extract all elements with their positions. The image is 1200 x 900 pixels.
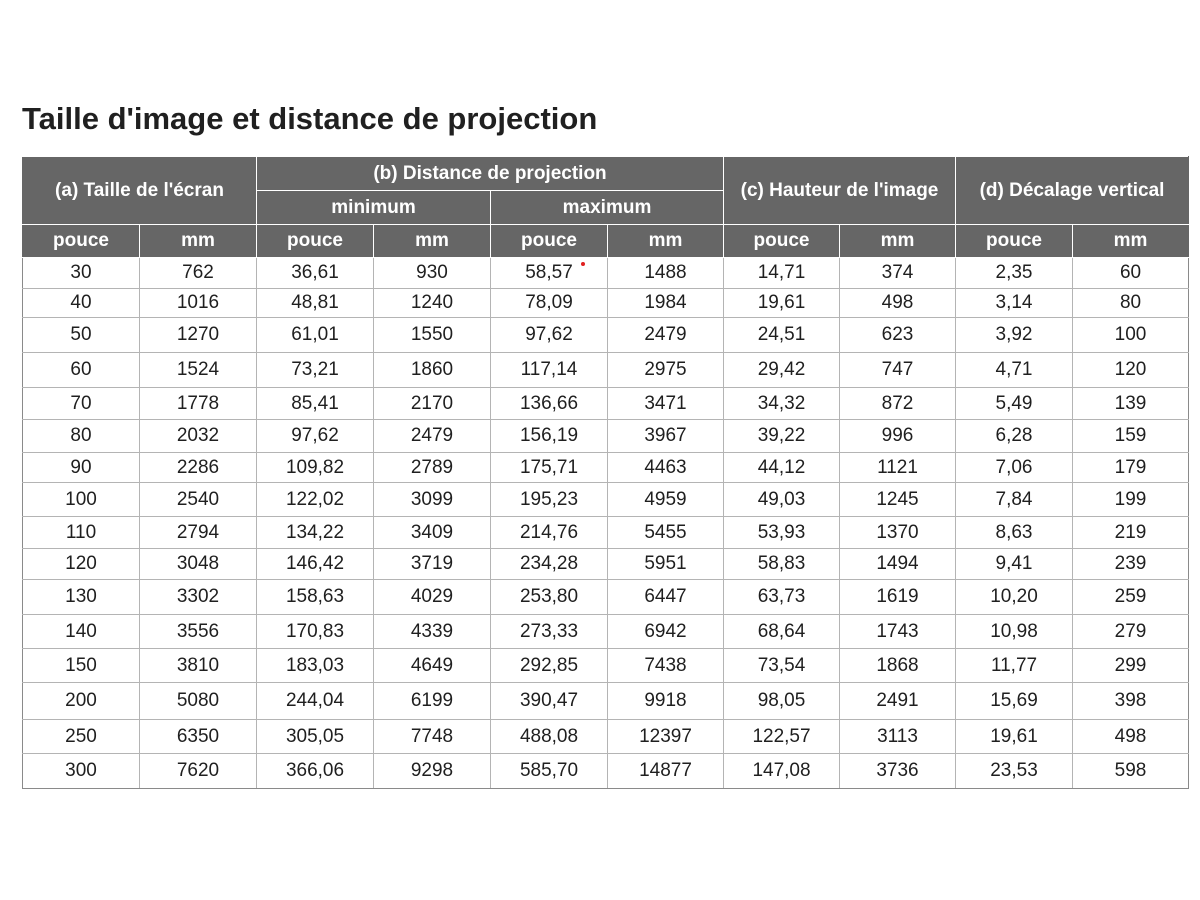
table-row xyxy=(23,649,1189,683)
table-cell: 90 xyxy=(23,453,140,483)
table-cell: 3471 xyxy=(608,388,724,420)
table-cell: 170,83 xyxy=(257,615,374,649)
table-cell: 872 xyxy=(840,388,956,420)
table-cell: 9,41 xyxy=(956,549,1073,580)
table-cell: 97,62 xyxy=(257,420,374,453)
table-cell: 122,02 xyxy=(257,483,374,517)
table-cell: 39,22 xyxy=(724,420,840,453)
table-cell: 1860 xyxy=(374,353,491,388)
table-row xyxy=(23,683,1189,720)
table-cell: 1524 xyxy=(140,353,257,388)
table-cell: 29,42 xyxy=(724,353,840,388)
table-cell: 199 xyxy=(1073,483,1189,517)
table-cell: 48,81 xyxy=(257,289,374,318)
table-cell: 3302 xyxy=(140,580,257,615)
table-cell: 244,04 xyxy=(257,683,374,720)
projection-table xyxy=(22,156,1189,789)
table-cell: 6350 xyxy=(140,720,257,754)
table-cell: 1270 xyxy=(140,318,257,353)
table-cell: 292,85 xyxy=(491,649,608,683)
table-cell: 366,06 xyxy=(257,754,374,789)
table-cell: 97,62 xyxy=(491,318,608,353)
table-cell: 80 xyxy=(1073,289,1189,318)
unit-header-inch: pouce xyxy=(491,225,608,258)
table-row xyxy=(23,720,1189,754)
table-cell: 3,92 xyxy=(956,318,1073,353)
table-cell: 2794 xyxy=(140,517,257,549)
table-cell: 63,73 xyxy=(724,580,840,615)
table-cell: 1778 xyxy=(140,388,257,420)
table-row xyxy=(23,388,1189,420)
table-cell: 12397 xyxy=(608,720,724,754)
table-row xyxy=(23,353,1189,388)
table-cell: 3,14 xyxy=(956,289,1073,318)
table-cell: 1868 xyxy=(840,649,956,683)
table-cell: 122,57 xyxy=(724,720,840,754)
table-row xyxy=(23,580,1189,615)
table-row xyxy=(23,549,1189,580)
table-cell: 58,83 xyxy=(724,549,840,580)
table-row xyxy=(23,258,1189,289)
table-cell: 398 xyxy=(1073,683,1189,720)
table-cell: 3967 xyxy=(608,420,724,453)
table-cell: 195,23 xyxy=(491,483,608,517)
table-cell: 762 xyxy=(140,258,257,289)
table-cell: 159 xyxy=(1073,420,1189,453)
table-cell: 4029 xyxy=(374,580,491,615)
table-cell: 2032 xyxy=(140,420,257,453)
table-cell: 1488 xyxy=(608,258,724,289)
table-cell: 8,63 xyxy=(956,517,1073,549)
table-cell: 183,03 xyxy=(257,649,374,683)
table-cell: 78,09 xyxy=(491,289,608,318)
table-cell: 2286 xyxy=(140,453,257,483)
table-cell: 488,08 xyxy=(491,720,608,754)
header-minimum: minimum xyxy=(257,191,491,225)
unit-header-mm: mm xyxy=(840,225,956,258)
table-cell: 2540 xyxy=(140,483,257,517)
table-cell: 250 xyxy=(23,720,140,754)
page-title: Taille d'image et distance de projection xyxy=(22,101,598,136)
header-image-height: (c) Hauteur de l'image xyxy=(724,157,956,225)
table-cell: 200 xyxy=(23,683,140,720)
table-row xyxy=(23,615,1189,649)
table-cell: 73,21 xyxy=(257,353,374,388)
unit-header-mm: mm xyxy=(374,225,491,258)
table-cell: 15,69 xyxy=(956,683,1073,720)
table-cell: 2975 xyxy=(608,353,724,388)
unit-header-mm: mm xyxy=(1073,225,1189,258)
table-cell: 130 xyxy=(23,580,140,615)
table-cell: 60 xyxy=(23,353,140,388)
table-cell: 930 xyxy=(374,258,491,289)
table-cell: 5455 xyxy=(608,517,724,549)
table-cell: 6,28 xyxy=(956,420,1073,453)
table-cell: 3736 xyxy=(840,754,956,789)
table-cell: 60 xyxy=(1073,258,1189,289)
table-cell: 7748 xyxy=(374,720,491,754)
unit-header-inch: pouce xyxy=(257,225,374,258)
table-cell: 100 xyxy=(1073,318,1189,353)
table-cell: 3556 xyxy=(140,615,257,649)
table-cell: 2479 xyxy=(374,420,491,453)
table-row xyxy=(23,754,1189,789)
table-cell: 7438 xyxy=(608,649,724,683)
table-cell: 1121 xyxy=(840,453,956,483)
table-cell: 34,32 xyxy=(724,388,840,420)
table-row xyxy=(23,483,1189,517)
table-cell: 139 xyxy=(1073,388,1189,420)
table-cell: 6447 xyxy=(608,580,724,615)
table-cell: 49,03 xyxy=(724,483,840,517)
table-cell: 68,64 xyxy=(724,615,840,649)
table-cell: 120 xyxy=(1073,353,1189,388)
unit-header-inch: pouce xyxy=(724,225,840,258)
table-row xyxy=(23,289,1189,318)
table-cell: 3048 xyxy=(140,549,257,580)
table-cell: 7,84 xyxy=(956,483,1073,517)
header-vertical-offset: (d) Décalage vertical xyxy=(956,157,1189,225)
table-cell: 1245 xyxy=(840,483,956,517)
unit-header-inch: pouce xyxy=(23,225,140,258)
table-cell: 2491 xyxy=(840,683,956,720)
table-cell: 5,49 xyxy=(956,388,1073,420)
table-cell: 24,51 xyxy=(724,318,840,353)
table-cell: 44,12 xyxy=(724,453,840,483)
table-cell: 498 xyxy=(1073,720,1189,754)
table-cell: 14877 xyxy=(608,754,724,789)
table-cell: 11,77 xyxy=(956,649,1073,683)
table-cell: 109,82 xyxy=(257,453,374,483)
table-cell: 3113 xyxy=(840,720,956,754)
table-cell: 40 xyxy=(23,289,140,318)
table-row xyxy=(23,453,1189,483)
table-cell: 305,05 xyxy=(257,720,374,754)
table-cell: 3810 xyxy=(140,649,257,683)
table-cell: 134,22 xyxy=(257,517,374,549)
table-cell: 150 xyxy=(23,649,140,683)
table-cell: 36,61 xyxy=(257,258,374,289)
table-cell: 70 xyxy=(23,388,140,420)
table-cell: 1619 xyxy=(840,580,956,615)
table-cell: 7,06 xyxy=(956,453,1073,483)
table-cell: 273,33 xyxy=(491,615,608,649)
table-cell: 279 xyxy=(1073,615,1189,649)
table-cell: 5080 xyxy=(140,683,257,720)
table-row xyxy=(23,318,1189,353)
table-cell: 80 xyxy=(23,420,140,453)
table-cell: 1550 xyxy=(374,318,491,353)
header-screen-size: (a) Taille de l'écran xyxy=(23,157,257,225)
table-cell: 1984 xyxy=(608,289,724,318)
table-cell: 4,71 xyxy=(956,353,1073,388)
table-cell: 996 xyxy=(840,420,956,453)
unit-header-inch: pouce xyxy=(956,225,1073,258)
table-cell: 747 xyxy=(840,353,956,388)
table-cell: 14,71 xyxy=(724,258,840,289)
table-cell: 23,53 xyxy=(956,754,1073,789)
table-cell: 58,57 xyxy=(491,258,608,289)
table-cell: 253,80 xyxy=(491,580,608,615)
table-cell: 4649 xyxy=(374,649,491,683)
unit-header-mm: mm xyxy=(140,225,257,258)
table-cell: 390,47 xyxy=(491,683,608,720)
table-cell: 4959 xyxy=(608,483,724,517)
table-cell: 2479 xyxy=(608,318,724,353)
table-cell: 110 xyxy=(23,517,140,549)
table-cell: 146,42 xyxy=(257,549,374,580)
table-cell: 19,61 xyxy=(956,720,1073,754)
table-cell: 2170 xyxy=(374,388,491,420)
table-cell: 158,63 xyxy=(257,580,374,615)
table-cell: 100 xyxy=(23,483,140,517)
table-cell: 19,61 xyxy=(724,289,840,318)
table-cell: 10,20 xyxy=(956,580,1073,615)
table-cell: 7620 xyxy=(140,754,257,789)
table-cell: 1743 xyxy=(840,615,956,649)
table-cell: 3409 xyxy=(374,517,491,549)
table-cell: 214,76 xyxy=(491,517,608,549)
table-cell: 147,08 xyxy=(724,754,840,789)
table-row xyxy=(23,517,1189,549)
table-cell: 1240 xyxy=(374,289,491,318)
table-cell: 156,19 xyxy=(491,420,608,453)
table-cell: 623 xyxy=(840,318,956,353)
table-cell: 6199 xyxy=(374,683,491,720)
table-row xyxy=(23,420,1189,453)
table-cell: 98,05 xyxy=(724,683,840,720)
table-cell: 259 xyxy=(1073,580,1189,615)
table-cell: 4339 xyxy=(374,615,491,649)
table-cell: 2,35 xyxy=(956,258,1073,289)
unit-header-mm: mm xyxy=(608,225,724,258)
table-cell: 73,54 xyxy=(724,649,840,683)
table-cell: 299 xyxy=(1073,649,1189,683)
table-cell: 239 xyxy=(1073,549,1189,580)
annotation-dot xyxy=(581,262,585,266)
table-cell: 6942 xyxy=(608,615,724,649)
table-cell: 4463 xyxy=(608,453,724,483)
table-cell: 300 xyxy=(23,754,140,789)
table-cell: 61,01 xyxy=(257,318,374,353)
table-cell: 30 xyxy=(23,258,140,289)
table-cell: 10,98 xyxy=(956,615,1073,649)
table-cell: 140 xyxy=(23,615,140,649)
table-cell: 136,66 xyxy=(491,388,608,420)
header-maximum: maximum xyxy=(491,191,724,225)
table-cell: 2789 xyxy=(374,453,491,483)
table-cell: 585,70 xyxy=(491,754,608,789)
table-cell: 3099 xyxy=(374,483,491,517)
table-cell: 498 xyxy=(840,289,956,318)
table-cell: 9918 xyxy=(608,683,724,720)
table-cell: 5951 xyxy=(608,549,724,580)
table-cell: 598 xyxy=(1073,754,1189,789)
table-cell: 374 xyxy=(840,258,956,289)
table-cell: 85,41 xyxy=(257,388,374,420)
table-cell: 219 xyxy=(1073,517,1189,549)
table-cell: 53,93 xyxy=(724,517,840,549)
table-cell: 1494 xyxy=(840,549,956,580)
table-cell: 1016 xyxy=(140,289,257,318)
table-cell: 9298 xyxy=(374,754,491,789)
table-cell: 3719 xyxy=(374,549,491,580)
table-cell: 117,14 xyxy=(491,353,608,388)
table-cell: 175,71 xyxy=(491,453,608,483)
table-body xyxy=(23,258,1189,789)
table-cell: 234,28 xyxy=(491,549,608,580)
table-cell: 50 xyxy=(23,318,140,353)
header-projection-distance: (b) Distance de projection xyxy=(257,157,724,191)
table-cell: 1370 xyxy=(840,517,956,549)
table-cell: 179 xyxy=(1073,453,1189,483)
table-cell: 120 xyxy=(23,549,140,580)
